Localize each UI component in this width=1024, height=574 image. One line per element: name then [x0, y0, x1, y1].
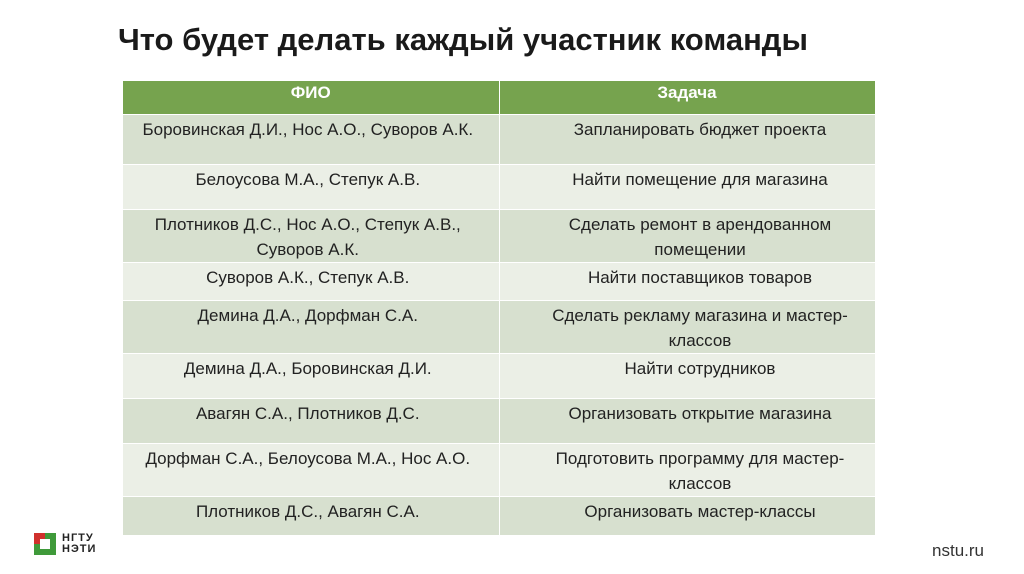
table-row [123, 497, 875, 535]
people-cell: Дорфман С.А., Белоусова М.А., Нос А.О. [123, 444, 499, 497]
task-cell: Сделать ремонт в арендованном помещении [499, 210, 875, 263]
task-cell: Запланировать бюджет проекта [499, 115, 875, 165]
column-header-task: Задача [499, 81, 875, 115]
people-cell: Плотников Д.С., Авагян С.А. [123, 497, 499, 535]
logo-text [62, 533, 96, 555]
logo-line-2: НЭТИ [62, 543, 97, 555]
table-row [123, 354, 875, 399]
table-row [123, 444, 875, 497]
nstu-logo [34, 533, 96, 555]
site-url: nstu.ru [932, 541, 984, 560]
table-row [123, 115, 875, 165]
task-cell: Найти поставщиков товаров [499, 263, 875, 301]
task-cell: Организовать открытие магазина [499, 399, 875, 444]
people-cell: Плотников Д.С., Нос А.О., Степук А.В., Суворов А.К. [123, 210, 499, 263]
table-row [123, 263, 875, 301]
people-cell: Белоусова М.А., Степук А.В. [123, 165, 499, 210]
task-cell: Организовать мастер-классы [499, 497, 875, 535]
table-row [123, 301, 875, 354]
task-cell: Найти помещение для магазина [499, 165, 875, 210]
people-cell: Демина Д.А., Дорфман С.А. [123, 301, 499, 354]
assignment-table [123, 81, 876, 535]
slide-title: Что будет делать каждый участник команды [118, 22, 808, 57]
column-header-fio: ФИО [123, 81, 499, 115]
table-row [123, 165, 875, 210]
table-row [123, 210, 875, 263]
people-cell: Авагян С.А., Плотников Д.С. [123, 399, 499, 444]
nstu-logo-icon [34, 533, 56, 555]
people-cell: Боровинская Д.И., Нос А.О., Суворов А.К. [123, 115, 499, 165]
task-cell: Сделать рекламу магазина и мастер-классов [499, 301, 875, 354]
task-cell: Найти сотрудников [499, 354, 875, 399]
logo-line-1: НГТУ [62, 532, 94, 544]
table-header-row [123, 81, 875, 115]
task-cell: Подготовить программу для мастер-классов [499, 444, 875, 497]
people-cell: Суворов А.К., Степук А.В. [123, 263, 499, 301]
people-cell: Демина Д.А., Боровинская Д.И. [123, 354, 499, 399]
table-row [123, 399, 875, 444]
